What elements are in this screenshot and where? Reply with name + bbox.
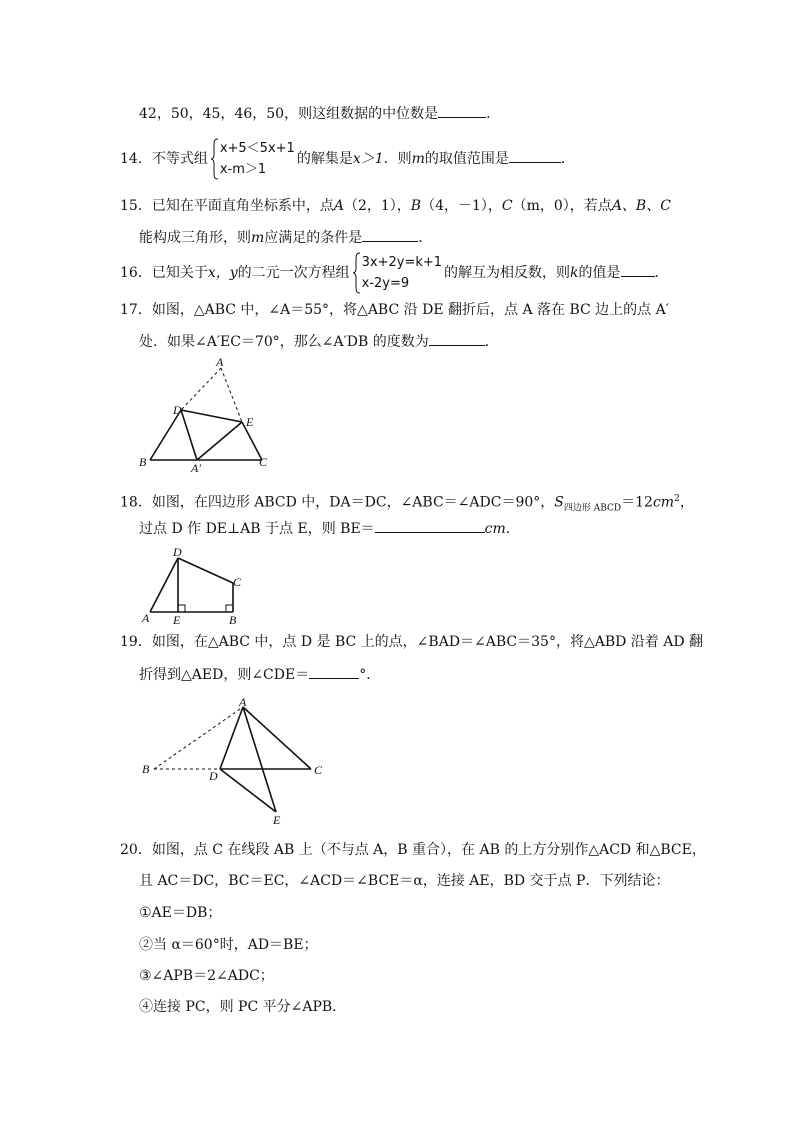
q20-conclusion-3: ③∠APB＝2∠ADC； bbox=[139, 968, 274, 984]
q15-text2b: 应满足的条件是 bbox=[264, 230, 363, 246]
q16-text-a: 16．已知关于 bbox=[120, 265, 208, 281]
q15-C-coord: （m，0），若点 bbox=[512, 198, 612, 214]
q17-line1: 17．如图，△ABC 中，∠A＝55°，将△ABC 沿 DE 翻折后，点 A 落在 BC 边上的点 A′ bbox=[120, 302, 669, 318]
q16-answer-blank[interactable] bbox=[621, 262, 655, 277]
q18-text1b: ＝12 bbox=[621, 494, 653, 511]
q16-eq1: 3x+2y=k+1 bbox=[361, 255, 443, 270]
q18-sup: 2 bbox=[674, 494, 680, 504]
q18-text2a: 过点 D 作 DE⊥AB 于点 E，则 BE＝ bbox=[139, 521, 375, 537]
q19-figure bbox=[135, 692, 335, 827]
label-B: B bbox=[229, 613, 237, 626]
q15-B-coord: （4，－1）， bbox=[421, 198, 502, 214]
q13-text: 42，50，45，46，50，则这组数据的中位数是 bbox=[139, 106, 439, 122]
label-B: B bbox=[142, 762, 150, 776]
q18-cm: cm bbox=[652, 494, 675, 511]
label-E: E bbox=[173, 613, 181, 626]
q20-conclusion-4: ④连接 PC，则 PC 平分∠APB． bbox=[139, 999, 347, 1015]
q18-text1a: 18．如图，在四边形 ABCD 中，DA＝DC，∠ABC＝∠ADC＝90°， bbox=[120, 494, 555, 511]
q15-line2 bbox=[139, 227, 432, 248]
q13-answer-blank[interactable] bbox=[438, 103, 486, 118]
label-A: A bbox=[142, 611, 150, 625]
label-A-prime: A′ bbox=[191, 461, 201, 475]
q15-text2a: 能构成三角形，则 bbox=[139, 230, 251, 246]
q16-equation-system bbox=[352, 252, 442, 294]
q15-B: B bbox=[410, 198, 422, 214]
q14-mid: 的解集是 bbox=[296, 151, 353, 167]
q14-period: ． bbox=[560, 151, 575, 167]
q16-vars: x，y bbox=[207, 265, 238, 281]
q15-A: A bbox=[333, 198, 344, 214]
q15-line1 bbox=[120, 196, 671, 216]
q18-line1 bbox=[120, 489, 694, 518]
label-E: E bbox=[246, 415, 254, 429]
label-A: A bbox=[239, 695, 247, 709]
q18-S: S bbox=[554, 494, 564, 511]
q14-number: 14．不等式组 bbox=[120, 151, 208, 167]
q14-tail: 的取值范围是 bbox=[424, 151, 509, 167]
q16-text-d: 的值是 bbox=[578, 265, 621, 281]
q14-condition: x＞1 bbox=[352, 151, 384, 167]
left-brace-icon bbox=[210, 138, 219, 180]
q14-question bbox=[120, 138, 575, 180]
q18-figure bbox=[140, 542, 250, 626]
q16-k: k bbox=[570, 265, 579, 281]
q15-A-coord: （2，1）， bbox=[343, 198, 411, 214]
q13-period: ． bbox=[486, 106, 501, 122]
q20-conclusion-2: ②当 α＝60°时，AD＝BE； bbox=[139, 937, 318, 953]
q17-figure bbox=[135, 355, 275, 475]
q15-points: A、B、C bbox=[611, 198, 671, 214]
q17-text2: 处．如果∠A′EC＝70°，那么∠A′DB 的度数为 bbox=[139, 334, 429, 350]
q13-continuation bbox=[139, 103, 500, 124]
q15-C: C bbox=[501, 198, 513, 214]
q20-conclusion-1: ①AE＝DB； bbox=[139, 905, 222, 921]
q19-degree: ° bbox=[359, 667, 367, 683]
q19-period: ． bbox=[366, 667, 381, 683]
q15-text1: 15．已知在平面直角坐标系中，点 bbox=[120, 198, 334, 214]
q15-m: m bbox=[251, 230, 265, 246]
q16-period: ． bbox=[654, 265, 669, 281]
q16-text-c: 的解互为相反数，则 bbox=[444, 265, 571, 281]
q17-answer-blank[interactable] bbox=[429, 331, 485, 346]
label-D: D bbox=[173, 545, 182, 559]
q18-answer-blank[interactable] bbox=[375, 518, 485, 533]
q17-period: ． bbox=[484, 334, 499, 350]
q20-line2: 且 AC＝DC，BC＝EC，∠ACD＝∠BCE＝α，连接 AE，BD 交于点 P．下列结论： bbox=[139, 873, 670, 889]
label-C: C bbox=[259, 455, 268, 469]
q19-text2: 折得到△AED，则∠CDE＝ bbox=[139, 667, 310, 683]
q18-text1c: ， bbox=[679, 494, 694, 511]
q18-period: ． bbox=[505, 521, 520, 537]
label-C: C bbox=[233, 575, 242, 589]
q19-line1: 19．如图，在△ABC 中，点 D 是 BC 上的点，∠BAD＝∠ABC＝35°，将△ABD 沿着 AD 翻 bbox=[120, 634, 704, 650]
q19-line2 bbox=[139, 664, 380, 685]
q17-line2 bbox=[139, 331, 499, 352]
label-B: B bbox=[139, 455, 147, 469]
label-D: D bbox=[209, 769, 218, 783]
q16-text-b: 的二元一次方程组 bbox=[237, 265, 350, 281]
q14-inequality-system bbox=[210, 138, 295, 180]
q14-eq1: x+5＜5x+1 bbox=[219, 141, 295, 156]
q14-answer-blank[interactable] bbox=[509, 148, 561, 163]
label-E: E bbox=[273, 813, 281, 827]
q20-line1: 20．如图，点 C 在线段 AB 上（不与点 A，B 重合），在 AB 的上方分别作△ACD 和△BCE， bbox=[120, 842, 706, 858]
q18-unit: cm bbox=[484, 521, 506, 537]
q18-S-sub: 四边形 ABCD bbox=[563, 503, 622, 514]
q14-eq2: x-m＞1 bbox=[219, 162, 267, 177]
q15-answer-blank[interactable] bbox=[362, 227, 418, 242]
q18-line2 bbox=[139, 518, 520, 539]
left-brace-icon bbox=[352, 252, 361, 294]
q16-question bbox=[120, 252, 669, 294]
q14-mid2: ．则 bbox=[383, 151, 412, 167]
q15-period: ． bbox=[418, 230, 433, 246]
q16-eq2: x-2y=9 bbox=[361, 276, 410, 291]
label-C: C bbox=[314, 763, 323, 777]
label-A: A bbox=[216, 355, 224, 369]
label-D: D bbox=[173, 403, 182, 417]
q19-answer-blank[interactable] bbox=[309, 664, 359, 679]
q14-var: m bbox=[411, 151, 425, 167]
